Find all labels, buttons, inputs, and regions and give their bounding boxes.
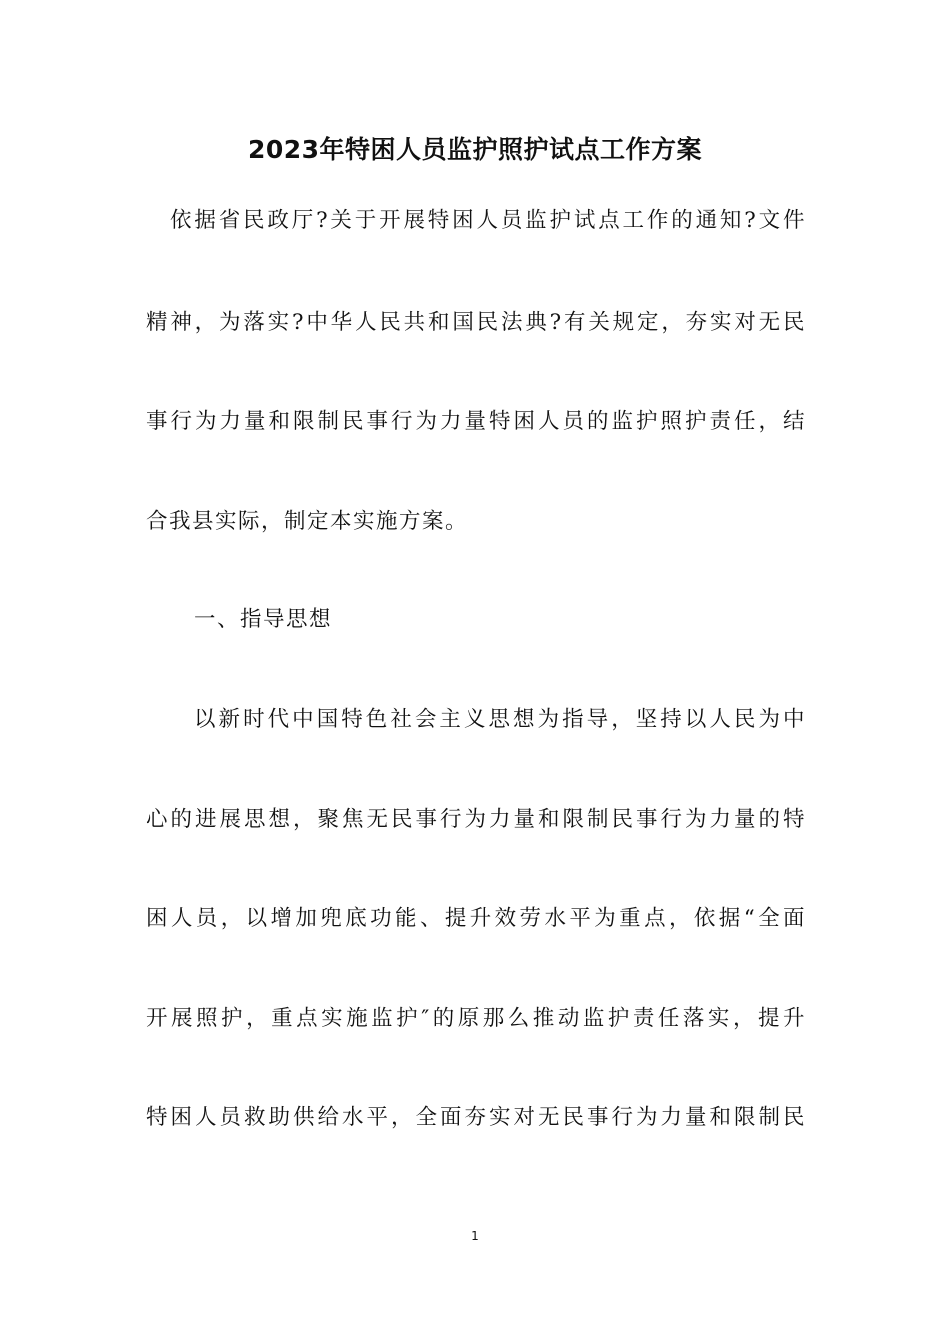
paragraph-line: 事行为力量和限制民事行为力量特困人员的监护照护责任，结	[146, 409, 806, 434]
paragraph-line: 心的进展思想，聚焦无民事行为力量和限制民事行为力量的特	[146, 807, 806, 832]
page-number: 1	[471, 1229, 479, 1243]
paragraph-line: 特困人员救助供给水平，全面夯实对无民事行为力量和限制民	[146, 1105, 806, 1130]
paragraph-line: 开展照护，重点实施监护″的原那么推动监护责任落实，提升	[146, 1006, 806, 1031]
paragraph-line: 依据省民政厅?关于开展特困人员监护试点工作的通知?文件	[170, 208, 806, 233]
section-heading: 一、指导思想	[194, 607, 333, 632]
paragraph-line: 合我县实际，制定本实施方案。	[146, 509, 469, 534]
paragraph-line: 以新时代中国特色社会主义思想为指导，坚持以人民为中	[194, 707, 806, 732]
paragraph-line: 困人员，以增加兜底功能、提升效劳水平为重点，依据“全面	[146, 906, 806, 931]
paragraph-line: 精神，为落实?中华人民共和国民法典?有关规定，夯实对无民	[146, 310, 806, 335]
document-title: 2023年特困人员监护照护试点工作方案	[247, 135, 703, 164]
